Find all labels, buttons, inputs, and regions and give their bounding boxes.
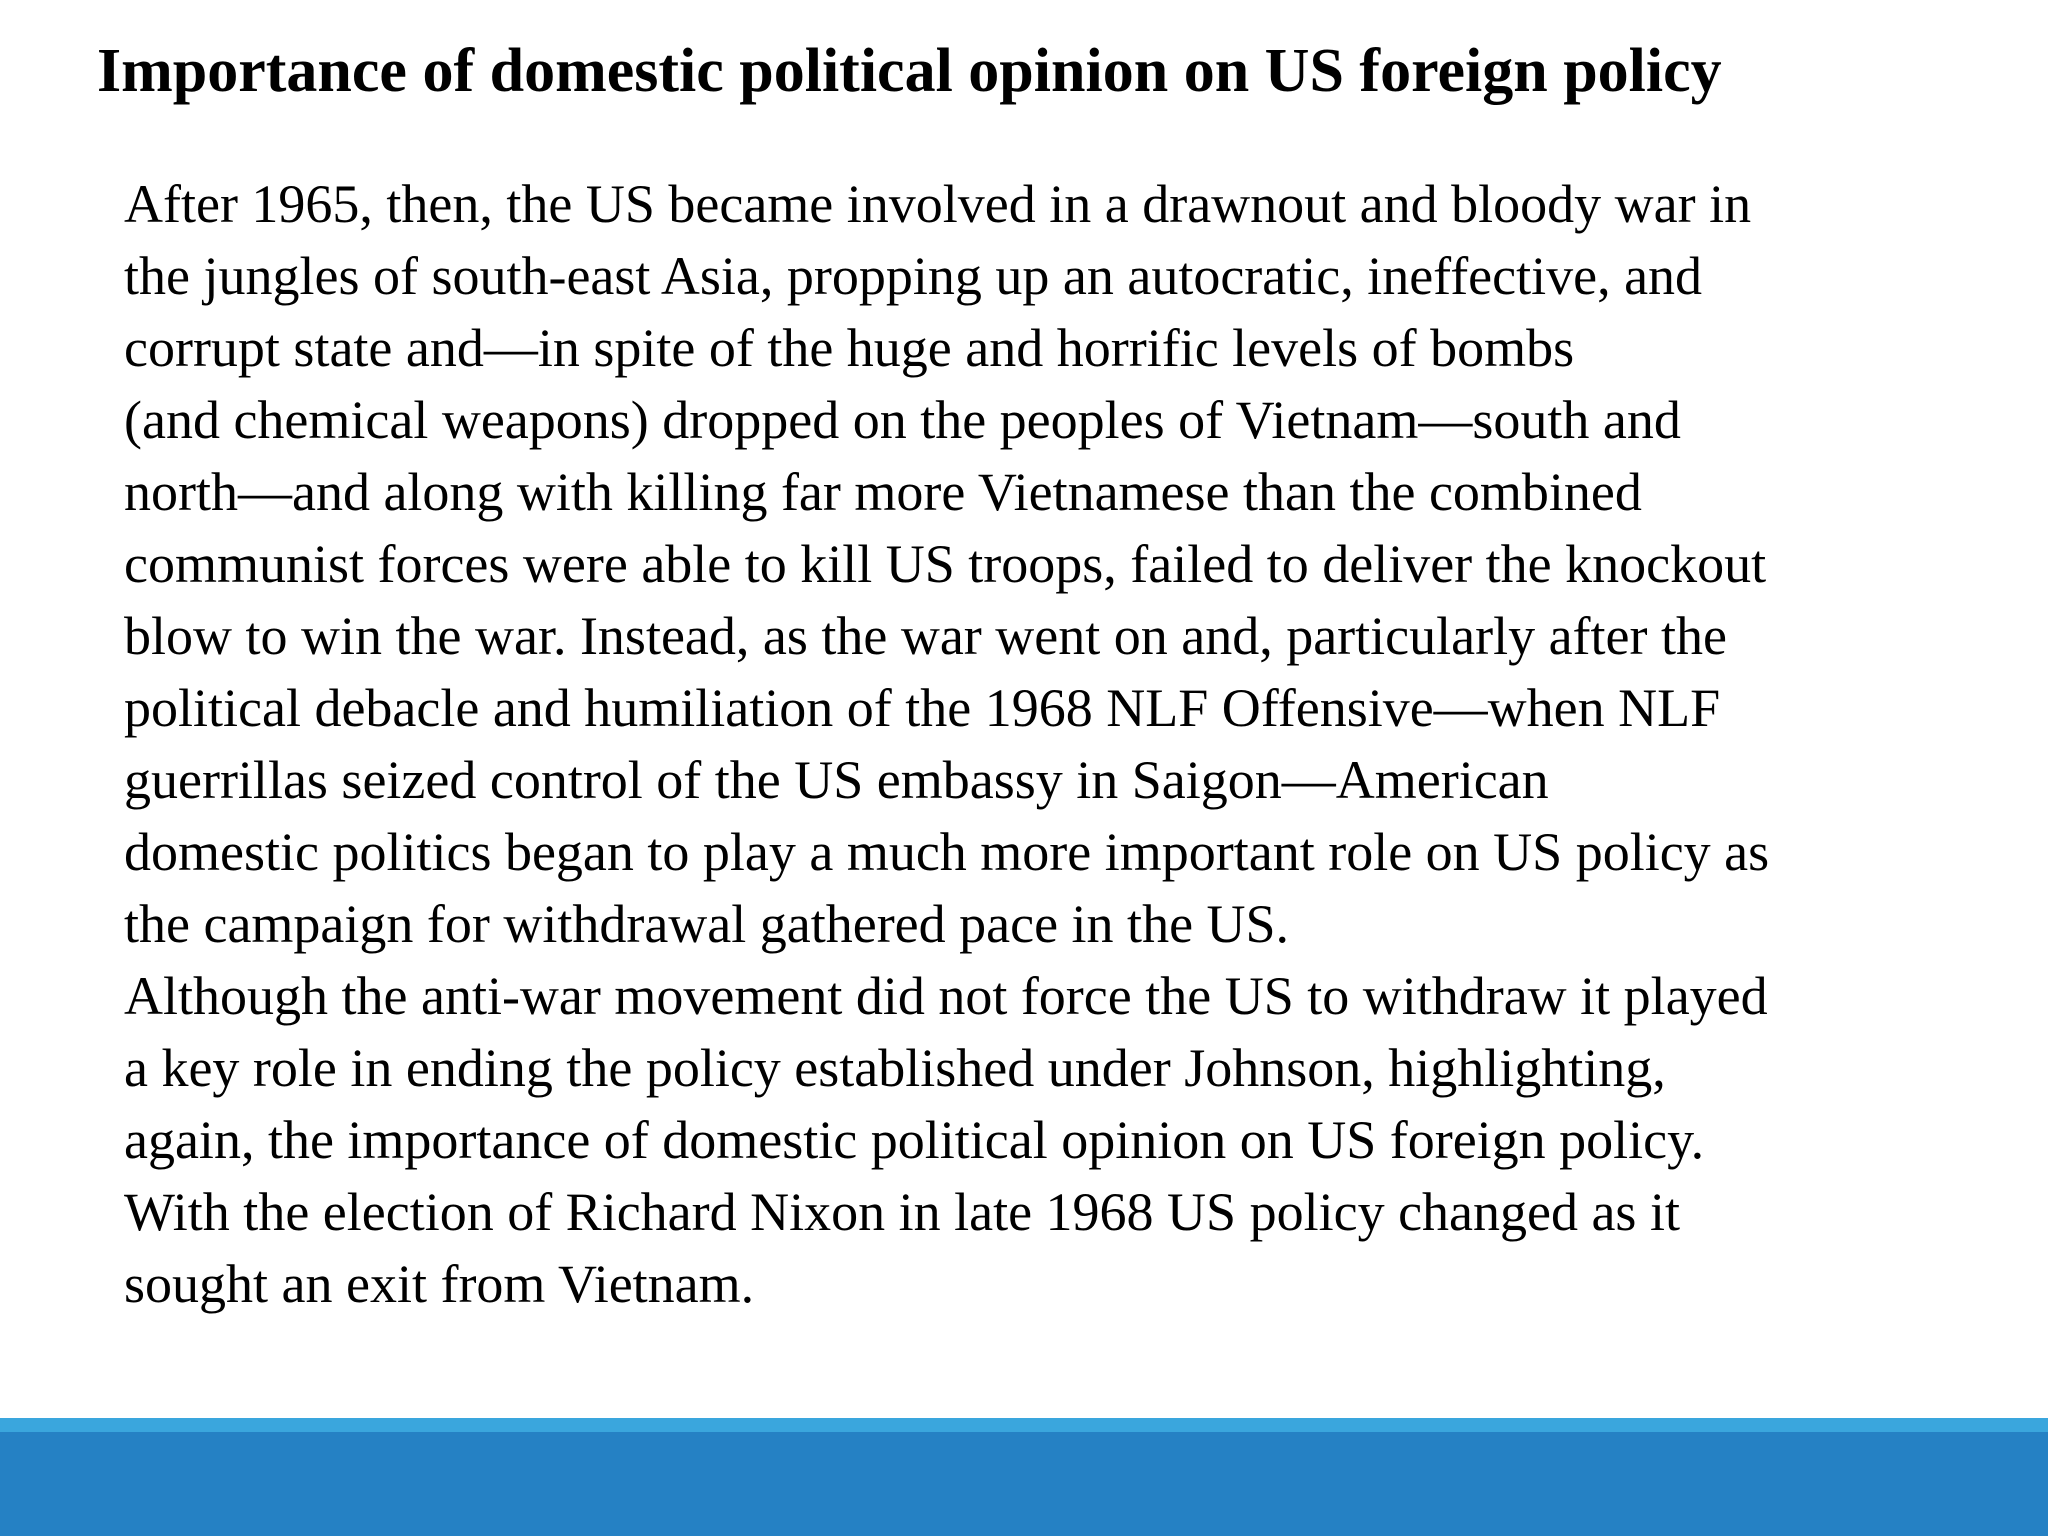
body-line: corrupt state and—in spite of the huge and horrific levels of bombs bbox=[124, 318, 1575, 378]
footer-stripe bbox=[0, 1418, 2048, 1432]
body-line: a key role in ending the policy established under Johnson, highlighting, bbox=[124, 1038, 1666, 1098]
body-line: north—and along with killing far more Vietnamese than the combined bbox=[124, 462, 1642, 522]
body-line: After 1965, then, the US became involved in a drawnout and bloody war in bbox=[124, 174, 1752, 234]
body-line: communist forces were able to kill US troops, failed to deliver the knockout bbox=[124, 534, 1767, 594]
body-line: guerrillas seized control of the US embassy in Saigon—American bbox=[124, 750, 1549, 810]
body-line: the jungles of south-east Asia, propping up an autocratic, ineffective, and bbox=[124, 246, 1703, 306]
slide-body bbox=[124, 168, 2024, 1320]
body-line: again, the importance of domestic political opinion on US foreign policy. bbox=[124, 1110, 1705, 1170]
slide-title: Importance of domestic political opinion on US foreign policy bbox=[97, 37, 1722, 105]
body-line: sought an exit from Vietnam. bbox=[124, 1254, 755, 1314]
footer-bar bbox=[0, 1432, 2048, 1536]
body-line: political debacle and humiliation of the 1968 NLF Offensive—when NLF bbox=[124, 678, 1721, 738]
body-line: blow to win the war. Instead, as the war went on and, particularly after the bbox=[124, 606, 1727, 666]
body-line: the campaign for withdrawal gathered pace in the US. bbox=[124, 894, 1290, 954]
body-line: With the election of Richard Nixon in late 1968 US policy changed as it bbox=[124, 1182, 1680, 1242]
body-line: (and chemical weapons) dropped on the peoples of Vietnam—south and bbox=[124, 390, 1681, 450]
body-line: Although the anti-war movement did not force the US to withdraw it played bbox=[124, 966, 1768, 1026]
body-line: domestic politics began to play a much more important role on US policy as bbox=[124, 822, 1770, 882]
